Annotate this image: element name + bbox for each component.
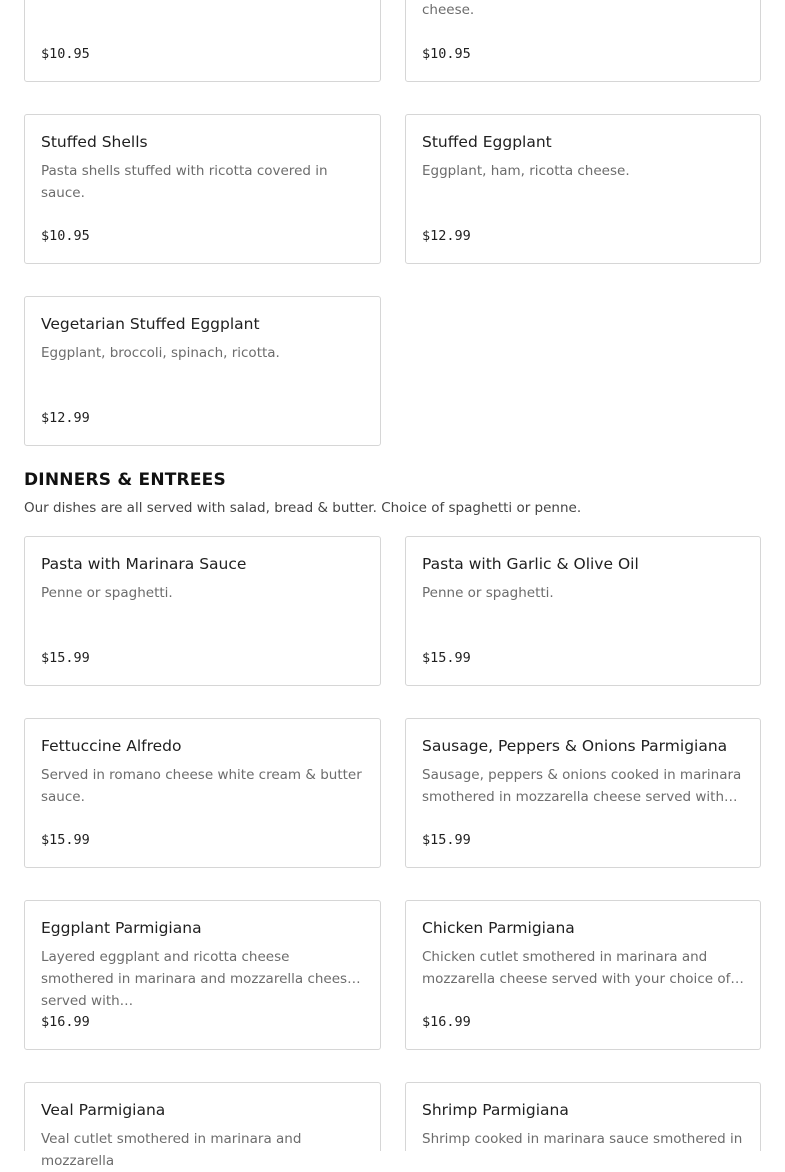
menu-item-description: Pasta shells stuffed with ricotta covered in sauce. [41,163,328,201]
menu-item-price: $15.99 [422,650,471,666]
menu-item-description: Veal cutlet smothered in marinara and mozzarella [41,1131,302,1169]
menu-item-price: $12.99 [422,228,471,244]
menu-item-card[interactable] [24,718,381,868]
menu-item-card[interactable] [24,296,381,446]
menu-item-card[interactable] [24,114,381,264]
menu-item-description: Eggplant, broccoli, spinach, ricotta. [41,345,280,361]
menu-item-price: $12.99 [41,410,90,426]
menu-item-card[interactable] [405,536,761,686]
menu-item-name: Vegetarian Stuffed Eggplant [41,315,260,333]
section-title: DINNERS & ENTREES [24,470,226,490]
menu-item-card[interactable] [24,0,381,82]
menu-item-price: $15.99 [41,832,90,848]
menu-item-price: $16.99 [422,1014,471,1030]
menu-item-name: Sausage, Peppers & Onions Parmigiana [422,737,728,755]
menu-item-name: Pasta with Marinara Sauce [41,555,247,573]
section-subtitle: Our dishes are all served with salad, bread & butter. Choice of spaghetti or penne. [24,500,582,516]
menu-item-price: $15.99 [41,650,90,666]
menu-item-description: cheese. [422,2,475,18]
menu-item-price: $15.99 [422,832,471,848]
menu-item-description: Eggplant, ham, ricotta cheese. [422,163,630,179]
menu-item-description: Chicken cutlet smothered in marinara and mozzarella cheese served with your choice of… [422,949,744,987]
menu-item-card[interactable] [405,718,761,868]
menu-item-description: Shrimp cooked in marinara sauce smothered in [422,1131,743,1147]
menu-item-name: Stuffed Shells [41,133,148,151]
menu-item-name: Pasta with Garlic & Olive Oil [422,555,639,573]
menu-item-card[interactable] [405,1082,761,1151]
menu-item-price: $10.95 [422,46,471,62]
menu-item-card[interactable] [24,900,381,1050]
menu-item-card[interactable] [405,900,761,1050]
menu-item-description: Penne or spaghetti. [41,585,173,601]
menu-item-description: Layered eggplant and ricotta cheese smothered in marinara and mozzarella cheese served with… [41,949,356,1009]
menu-item-price: $16.99 [41,1014,90,1030]
menu-item-card[interactable] [24,1082,381,1169]
menu-item-name: Eggplant Parmigiana [41,919,202,937]
menu-item-card[interactable] [405,0,761,82]
menu-item-name: Stuffed Eggplant [422,133,552,151]
menu-item-card[interactable] [24,536,381,686]
menu-item-price: $10.95 [41,228,90,244]
menu-item-name: Veal Parmigiana [41,1101,166,1119]
menu-item-name: Fettuccine Alfredo [41,737,182,755]
menu-item-description: Served in romano cheese white cream & butter sauce. [41,767,362,805]
menu-item-name: Shrimp Parmigiana [422,1101,569,1119]
menu-item-description: Penne or spaghetti. [422,585,554,601]
menu-item-price: $10.95 [41,46,90,62]
menu-item-description: Sausage, peppers & onions cooked in marinara smothered in mozzarella cheese served with… [422,767,742,805]
menu-item-name: Chicken Parmigiana [422,919,575,937]
menu-item-card[interactable] [405,114,761,264]
